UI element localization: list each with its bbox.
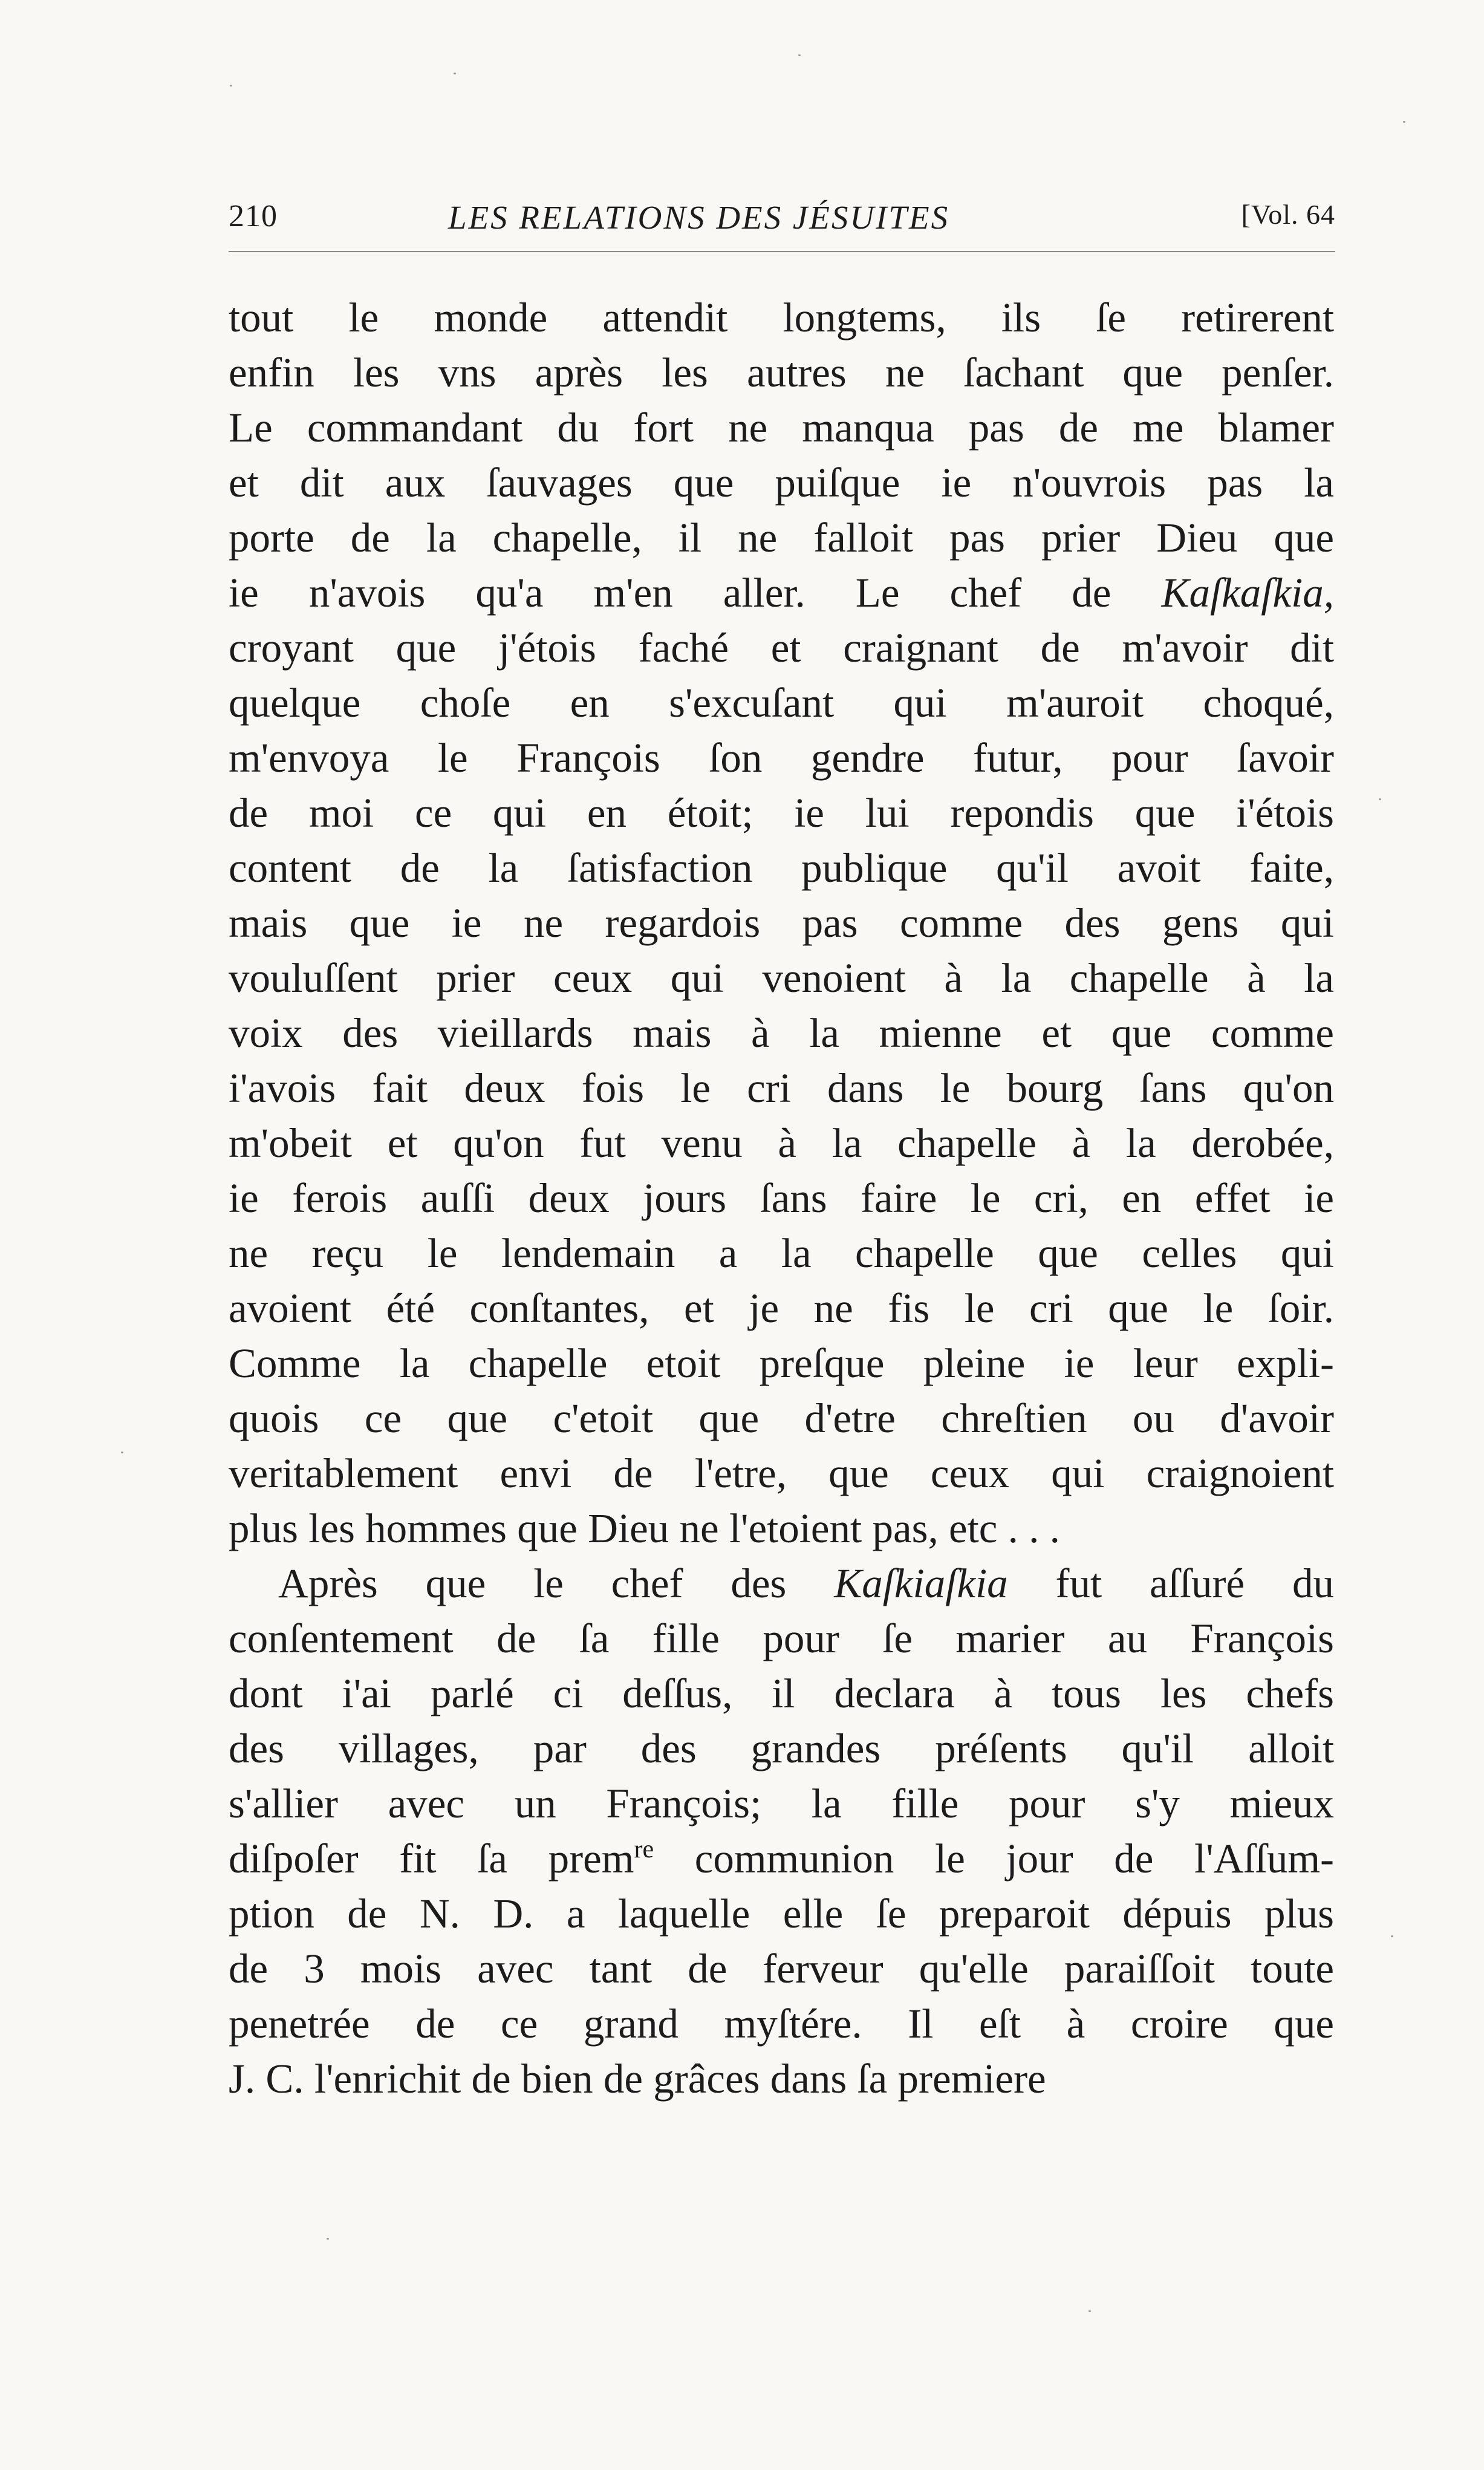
text-line: avoient été conſtantes, et je ne fis le cri que le ſoir. xyxy=(229,1285,1334,1331)
text-line: croyant que j'étois faché et craignant de m'avoir dit xyxy=(229,625,1334,671)
text-line: m'envoya le François ſon gendre futur, pour ſavoir xyxy=(229,735,1334,781)
text-segment: fut aſſuré du xyxy=(1007,1560,1334,1606)
text-line: voix des vieillards mais à la mienne et que comme xyxy=(229,1010,1334,1056)
scan-speck xyxy=(798,54,801,56)
text-line: dont i'ai parlé ci deſſus, il declara à tous les chefs xyxy=(229,1670,1334,1716)
text-line: m'obeit et qu'on fut venu à la chapelle à la derobée, xyxy=(229,1120,1334,1166)
text-line: J. C. l'enrichit de bien de grâces dans ſa premiere xyxy=(229,2056,1046,2102)
text-segment: Après que le chef des xyxy=(278,1560,835,1606)
text-segment: ie n'avois qu'a m'en aller. Le chef de xyxy=(229,570,1162,616)
text-line: et dit aux ſauvages que puiſque ie n'ouvrois pas la xyxy=(229,460,1334,506)
text-line: quois ce que c'etoit que d'etre chreſtien ou d'avoir xyxy=(229,1395,1334,1441)
text-line: i'avois fait deux fois le cri dans le bourg ſans qu'on xyxy=(229,1065,1334,1111)
scan-speck xyxy=(121,1452,123,1453)
place-name: Kaſkiaſkia xyxy=(834,1560,1008,1606)
volume-label: [Vol. 64 xyxy=(1241,199,1335,230)
text-line: Comme la chapelle etoit preſque pleine ie leur expli- xyxy=(229,1340,1334,1386)
scan-speck xyxy=(327,2238,329,2240)
text-line: s'allier avec un François; la fille pour s'y mieux xyxy=(229,1781,1334,1826)
running-title: LES RELATIONS DES JÉSUITES xyxy=(448,199,950,236)
text-line: mais que ie ne regardois pas comme des gens qui xyxy=(229,900,1334,946)
text-line: conſentement de ſa fille pour ſe marier au François xyxy=(229,1615,1334,1661)
text-line xyxy=(229,1556,1334,1611)
text-line: ie ferois auſſi deux jours ſans faire le cri, en effet ie xyxy=(229,1175,1334,1221)
text-segment: diſpoſer fit ſa prem xyxy=(229,1836,634,1882)
text-line: de moi ce qui en étoit; ie lui repondis que i'étois xyxy=(229,790,1334,836)
text-line: de 3 mois avec tant de ferveur qu'elle paraiſſoit toute xyxy=(229,1946,1334,1992)
body-text xyxy=(229,290,1334,2107)
scan-speck xyxy=(230,85,232,86)
page-number: 210 xyxy=(229,199,278,233)
header-rule xyxy=(229,251,1335,252)
text-line: des villages, par des grandes préſents qu'il alloit xyxy=(229,1725,1334,1771)
text-line: enfin les vns après les autres ne ſachant que penſer. xyxy=(229,350,1334,396)
text-line: penetrée de ce grand myſtére. Il eſt à croire que xyxy=(229,2001,1334,2047)
scan-speck xyxy=(1089,2310,1091,2312)
text-segment: communion le jour de l'Aſſum- xyxy=(654,1836,1334,1882)
text-line: quelque choſe en s'excuſant qui m'auroit choqué, xyxy=(229,680,1334,726)
text-line xyxy=(229,1831,1334,1886)
text-line: vouluſſent prier ceux qui venoient à la chapelle à la xyxy=(229,955,1334,1001)
place-name: Kaſkaſkia, xyxy=(1161,570,1334,616)
scan-speck xyxy=(1379,798,1381,800)
scan-speck xyxy=(1403,121,1405,123)
scan-speck xyxy=(454,73,456,74)
text-line: veritablement envi de l'etre, que ceux qui craignoient xyxy=(229,1450,1334,1496)
superscript: re xyxy=(634,1835,654,1863)
text-line: content de la ſatisfaction publique qu'il avoit faite, xyxy=(229,845,1334,891)
text-line xyxy=(229,565,1334,621)
text-line: porte de la chapelle, il ne falloit pas prier Dieu que xyxy=(229,515,1334,561)
text-line: plus les hommes que Dieu ne l'etoient pas, etc . . . xyxy=(229,1505,1060,1551)
text-line: tout le monde attendit longtems, ils ſe retirerent xyxy=(229,295,1334,341)
running-header xyxy=(229,194,1335,248)
text-line: ption de N. D. a laquelle elle ſe preparoit dépuis plus xyxy=(229,1891,1334,1937)
text-line: ne reçu le lendemain a la chapelle que celles qui xyxy=(229,1230,1334,1276)
scan-speck xyxy=(1391,1935,1393,1937)
text-line: Le commandant du fort ne manqua pas de me blamer xyxy=(229,405,1334,451)
